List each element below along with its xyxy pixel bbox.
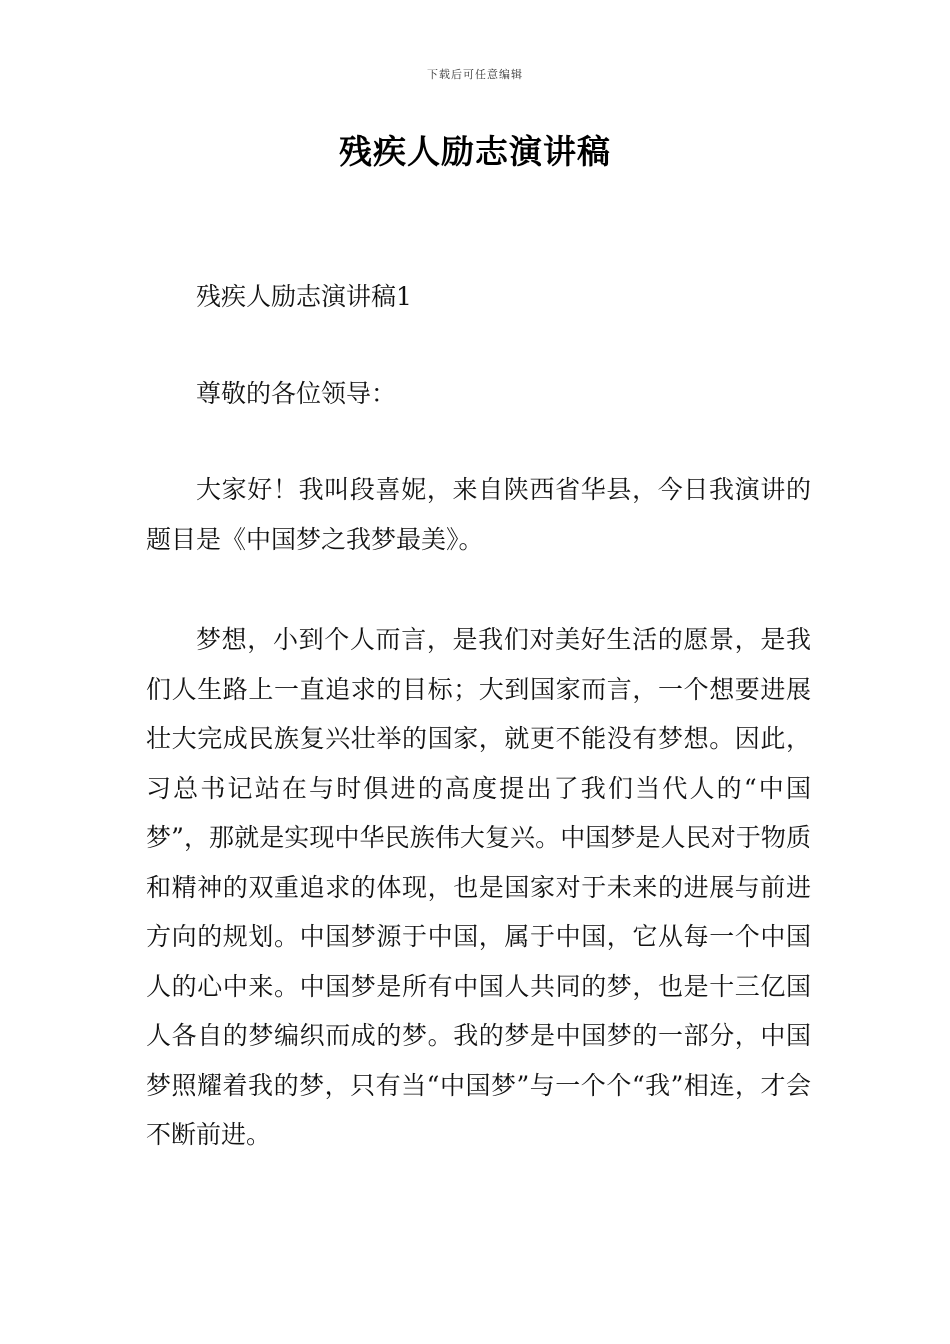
speech-subheading: 残疾人励志演讲稿1: [196, 282, 412, 311]
document-title: 残疾人励志演讲稿: [339, 132, 611, 171]
speech-greeting: 尊敬的各位领导：: [196, 378, 397, 408]
document-body: [146, 272, 811, 1211]
header-note: 下载后可任意编辑: [427, 68, 523, 81]
paragraph-dream: 梦想，小到个人而言，是我们对美好生活的愿景，是我们人生路上一直追求的目标；大到国家而言，一个想要进展壮大完成民族复兴壮举的国家，就更不能没有梦想。因此，习总书记站在与时俱进的高度提出了我们当代人的“中国梦”，那就是实现中华民族伟大复兴。中国梦是人民对于物质和精神的双重追求的体现，也是国家对于未来的进展与前进方向的规划。中国梦源于中国，属于中国，它从每一个中国人的心中来。中国梦是所有中国人共同的梦，也是十三亿国人各自的梦编织而成的梦。我的梦是中国梦的一部分，中国梦照耀着我的梦，只有当“中国梦”与一个个“我”相连，才会不断前进。: [146, 625, 811, 1149]
paragraph-introduction: 大家好！我叫段喜妮，来自陕西省华县，今日我演讲的题目是《中国梦之我梦最美》。: [146, 475, 811, 554]
